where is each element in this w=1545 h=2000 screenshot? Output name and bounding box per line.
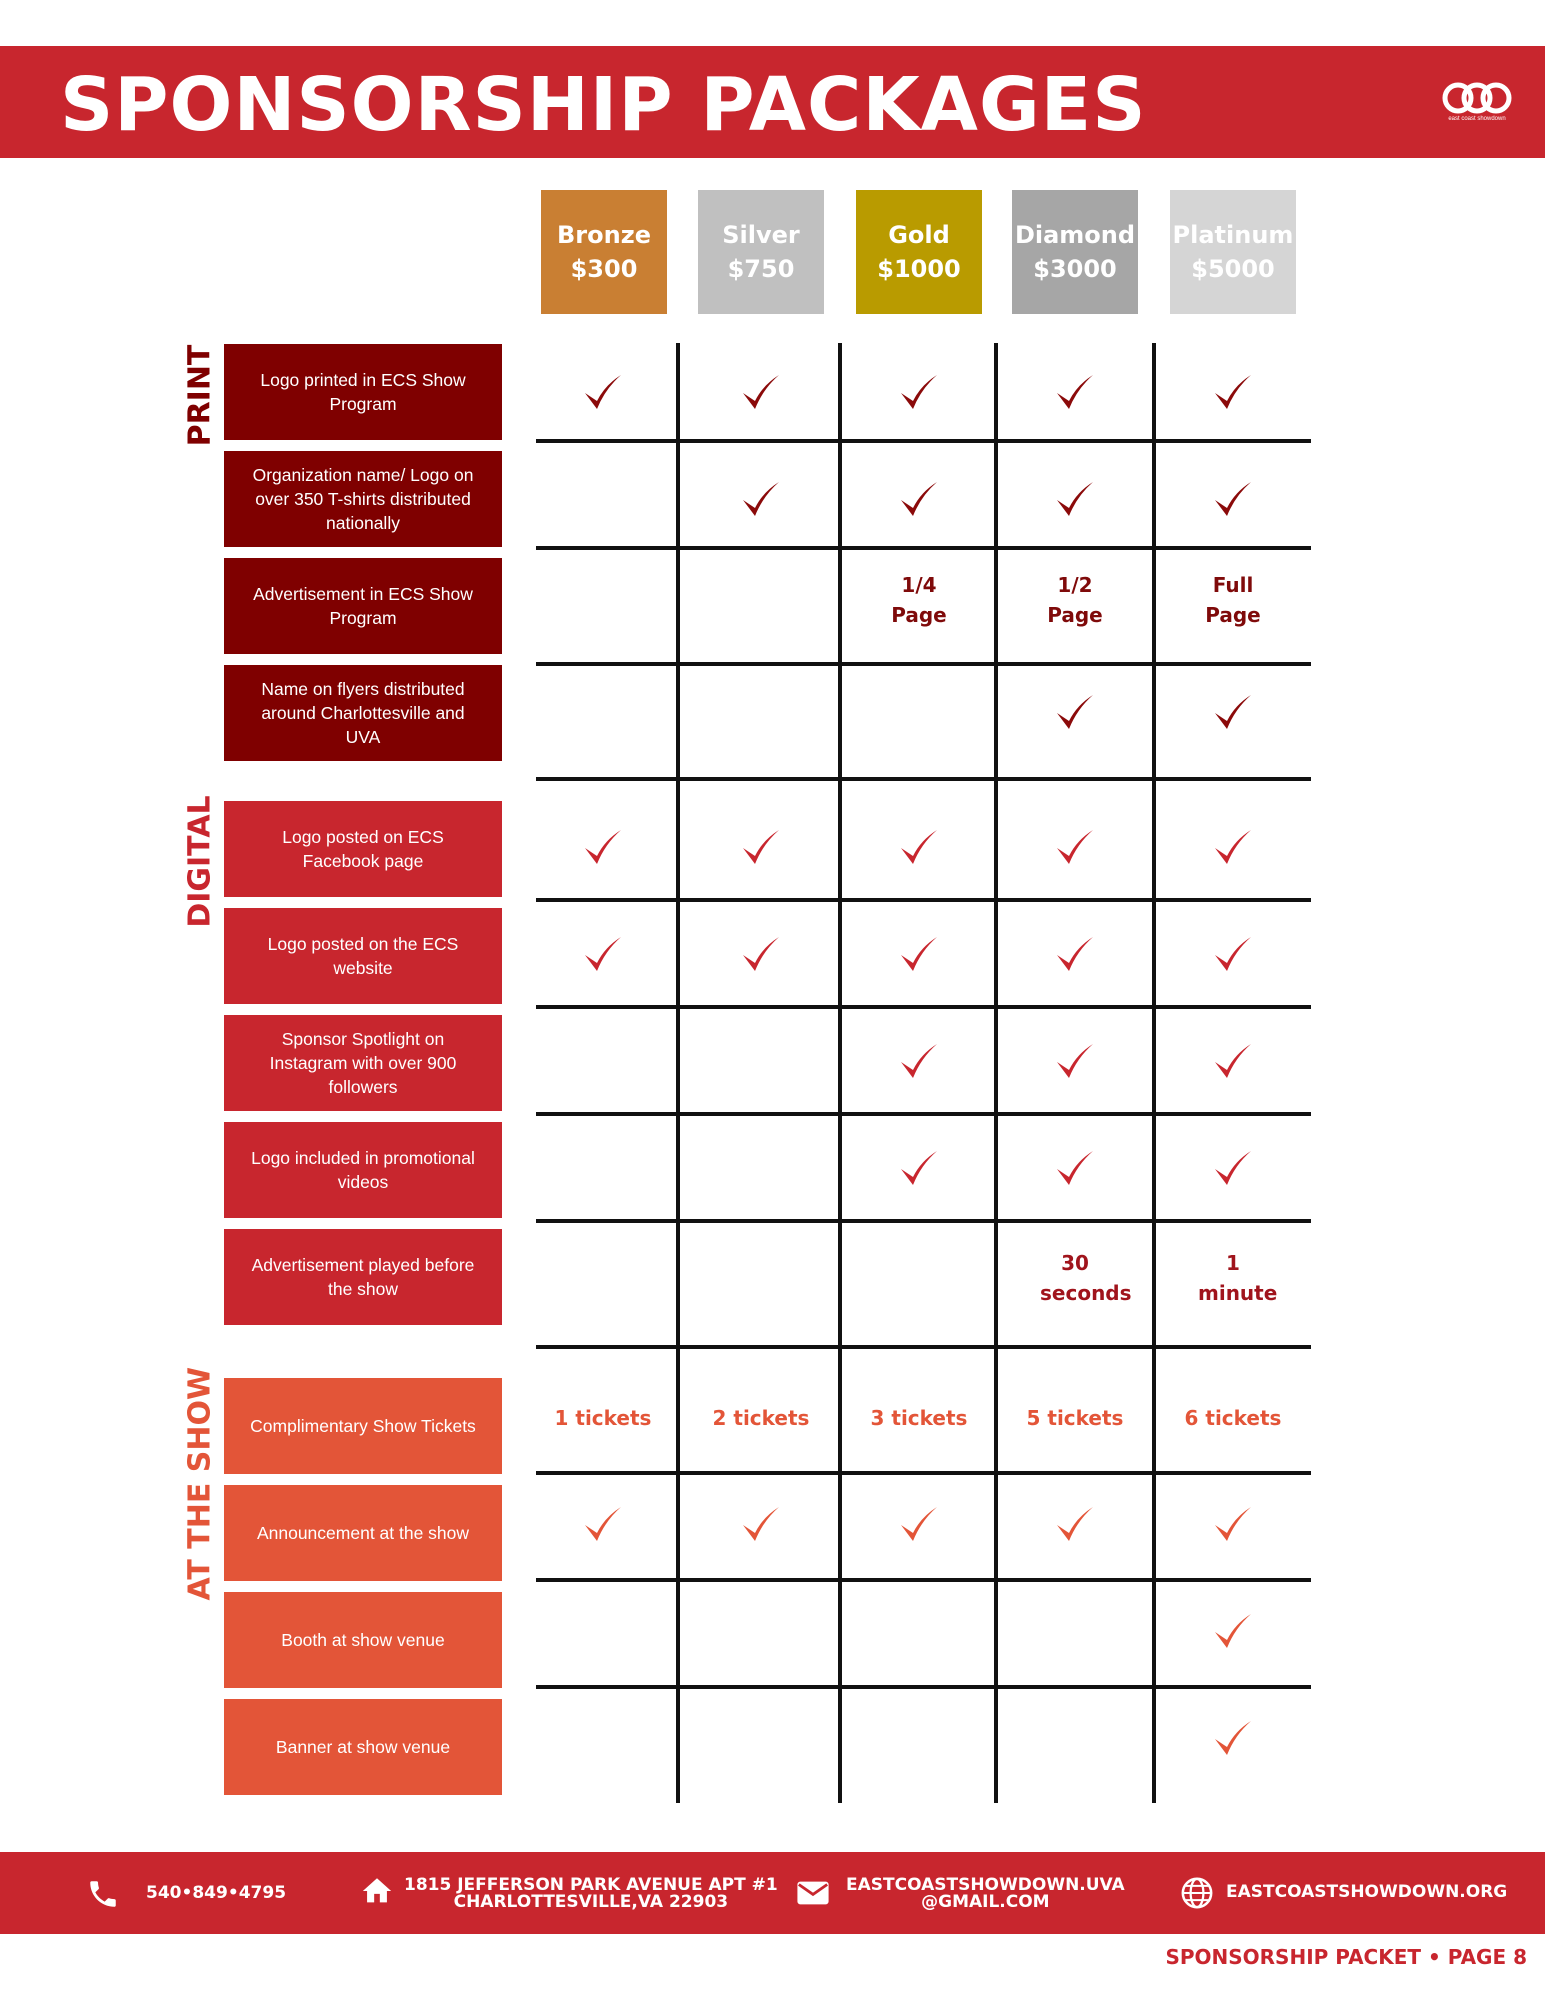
checkmark-icon bbox=[1053, 826, 1097, 870]
feature-text: Logo printed in ECS Show Program bbox=[260, 370, 466, 414]
package-cell bbox=[1000, 907, 1150, 1003]
checkmark-icon bbox=[581, 371, 625, 415]
feature-label bbox=[224, 451, 502, 547]
checkmark-icon bbox=[1053, 691, 1097, 735]
package-header-diamond bbox=[1012, 190, 1138, 314]
package-cell bbox=[844, 1014, 994, 1110]
address-line-2: CHARLOTTESVILLE,VA 22903 bbox=[453, 1892, 729, 1912]
package-cell bbox=[1000, 552, 1150, 648]
grid-column-divider bbox=[676, 343, 680, 1803]
package-cell bbox=[1000, 452, 1150, 548]
feature-text: Announcement at the show bbox=[256, 1523, 470, 1543]
package-cell bbox=[1158, 1230, 1308, 1326]
feature-text: Organization name/ Logo on over 350 T-shirts distributed nationally bbox=[252, 465, 474, 533]
checkmark-icon bbox=[581, 933, 625, 977]
package-header-bronze bbox=[541, 190, 667, 314]
footer-address[interactable] bbox=[404, 1877, 778, 1911]
checkmark-icon bbox=[1053, 1040, 1097, 1084]
feature-label bbox=[224, 1229, 502, 1325]
grid-row-divider bbox=[536, 1219, 1311, 1223]
home-icon bbox=[360, 1874, 394, 1908]
footer-phone[interactable]: 540•849•4795 bbox=[146, 1883, 287, 1903]
package-cell bbox=[1158, 1370, 1308, 1466]
checkmark-icon bbox=[739, 478, 783, 522]
checkmark-icon bbox=[897, 1503, 941, 1547]
checkmark-icon bbox=[897, 1147, 941, 1191]
package-cell bbox=[1000, 800, 1150, 896]
package-cell bbox=[844, 1370, 994, 1466]
package-cell bbox=[1158, 907, 1308, 1003]
checkmark-icon bbox=[1211, 371, 1255, 415]
grid-column-divider bbox=[994, 343, 998, 1803]
package-cell bbox=[1000, 1370, 1150, 1466]
footer-website[interactable]: EASTCOASTSHOWDOWN.ORG bbox=[1226, 1882, 1508, 1902]
checkmark-icon bbox=[897, 478, 941, 522]
page-number: SPONSORSHIP PACKET • PAGE 8 bbox=[1165, 1945, 1527, 1969]
package-cell bbox=[1158, 1014, 1308, 1110]
feature-text: Banner at show venue bbox=[275, 1737, 451, 1757]
package-cell bbox=[1000, 1477, 1150, 1573]
package-cell bbox=[1158, 1477, 1308, 1573]
checkmark-icon bbox=[739, 933, 783, 977]
grid-row-divider bbox=[536, 898, 1311, 902]
package-cell-value: 6 tickets bbox=[1184, 1406, 1282, 1430]
checkmark-icon bbox=[581, 826, 625, 870]
feature-text: Advertisement in ECS Show Program bbox=[253, 584, 473, 628]
feature-label bbox=[224, 908, 502, 1004]
package-cell bbox=[1158, 665, 1308, 761]
checkmark-icon bbox=[739, 1503, 783, 1547]
feature-text: Complimentary Show Tickets bbox=[250, 1416, 476, 1436]
feature-label bbox=[224, 1592, 502, 1688]
package-header-gold bbox=[856, 190, 982, 314]
checkmark-icon bbox=[1211, 1503, 1255, 1547]
checkmark-icon bbox=[739, 371, 783, 415]
mail-icon bbox=[796, 1878, 830, 1908]
checkmark-icon bbox=[1053, 933, 1097, 977]
package-header-platinum bbox=[1170, 190, 1296, 314]
package-cell bbox=[844, 907, 994, 1003]
package-price: $750 bbox=[727, 255, 795, 283]
package-cell bbox=[1000, 345, 1150, 441]
package-price: $3000 bbox=[1033, 255, 1117, 283]
package-cell bbox=[1158, 452, 1308, 548]
feature-text: Logo posted on the ECS website bbox=[267, 934, 459, 978]
package-name: Silver bbox=[722, 221, 800, 249]
feature-text: Sponsor Spotlight on Instagram with over 900 followers bbox=[269, 1029, 457, 1097]
grid-row-divider bbox=[536, 1578, 1311, 1582]
feature-label bbox=[224, 801, 502, 897]
package-name: Diamond bbox=[1014, 221, 1136, 249]
feature-text: Logo included in promotional videos bbox=[251, 1148, 475, 1192]
package-cell bbox=[1158, 1691, 1308, 1787]
checkmark-icon bbox=[1211, 478, 1255, 522]
checkmark-icon bbox=[739, 826, 783, 870]
package-cell bbox=[528, 345, 678, 441]
email-line-2: @GMAIL.COM bbox=[921, 1892, 1050, 1912]
checkmark-icon bbox=[1211, 691, 1255, 735]
feature-text: Name on flyers distributed around Charlottesville and UVA bbox=[261, 679, 465, 747]
checkmark-icon bbox=[897, 933, 941, 977]
package-cell bbox=[844, 800, 994, 896]
section-label-print: PRINT bbox=[182, 344, 218, 447]
checkmark-icon bbox=[1053, 1147, 1097, 1191]
package-cell bbox=[1158, 800, 1308, 896]
globe-icon bbox=[1180, 1876, 1214, 1910]
package-cell bbox=[1158, 1121, 1308, 1217]
package-cell bbox=[686, 907, 836, 1003]
checkmark-icon bbox=[897, 826, 941, 870]
package-cell bbox=[1000, 1121, 1150, 1217]
package-cell bbox=[844, 1121, 994, 1217]
package-cell bbox=[844, 1477, 994, 1573]
checkmark-icon bbox=[1211, 1610, 1255, 1654]
package-cell-value: 5 tickets bbox=[1026, 1406, 1124, 1430]
grid-row-divider bbox=[536, 1471, 1311, 1475]
email-line-1: EASTCOASTSHOWDOWN.UVA bbox=[846, 1875, 1125, 1895]
feature-label bbox=[224, 1699, 502, 1795]
package-cell-value: 2 tickets bbox=[712, 1406, 810, 1430]
grid-column-divider bbox=[838, 343, 842, 1803]
checkmark-icon bbox=[897, 1040, 941, 1084]
package-price: $300 bbox=[570, 255, 638, 283]
package-cell bbox=[1158, 552, 1308, 648]
footer-email[interactable] bbox=[846, 1877, 1125, 1911]
grid-row-divider bbox=[536, 1685, 1311, 1689]
grid-row-divider bbox=[536, 1112, 1311, 1116]
checkmark-icon bbox=[1211, 826, 1255, 870]
feature-text: Booth at show venue bbox=[281, 1630, 445, 1650]
package-cell-value: Full Page bbox=[1205, 573, 1261, 627]
package-cell-value: 30 seconds bbox=[1040, 1251, 1132, 1305]
checkmark-icon bbox=[1211, 1717, 1255, 1761]
checkmark-icon bbox=[581, 1503, 625, 1547]
checkmark-icon bbox=[1053, 1503, 1097, 1547]
checkmark-icon bbox=[897, 371, 941, 415]
package-price: $5000 bbox=[1191, 255, 1275, 283]
feature-label bbox=[224, 1378, 502, 1474]
checkmark-icon bbox=[1211, 1040, 1255, 1084]
package-cell bbox=[1000, 1230, 1150, 1326]
package-name: Gold bbox=[888, 221, 950, 249]
feature-label bbox=[224, 665, 502, 761]
checkmark-icon bbox=[1053, 478, 1097, 522]
package-cell bbox=[528, 1477, 678, 1573]
package-cell bbox=[686, 1370, 836, 1466]
package-cell bbox=[844, 552, 994, 648]
package-cell bbox=[686, 800, 836, 896]
package-price: $1000 bbox=[877, 255, 961, 283]
checkmark-icon bbox=[1211, 933, 1255, 977]
package-cell-value: 1/4 Page bbox=[891, 573, 947, 627]
package-cell bbox=[686, 345, 836, 441]
package-name: Bronze bbox=[557, 221, 651, 249]
address-line-1: 1815 JEFFERSON PARK AVENUE APT #1 bbox=[404, 1875, 778, 1895]
package-cell-value: 1 minute bbox=[1198, 1251, 1278, 1305]
package-cell bbox=[528, 907, 678, 1003]
package-cell bbox=[844, 345, 994, 441]
package-cell-value: 3 tickets bbox=[870, 1406, 968, 1430]
grid-column-divider bbox=[1152, 343, 1156, 1803]
feature-label bbox=[224, 1122, 502, 1218]
feature-text: Advertisement played before the show bbox=[251, 1255, 475, 1299]
package-cell bbox=[528, 1370, 678, 1466]
grid-row-divider bbox=[536, 1005, 1311, 1009]
checkmark-icon bbox=[1211, 1147, 1255, 1191]
page-title: SPONSORSHIP PACKAGES bbox=[60, 62, 1147, 148]
phone-icon bbox=[86, 1877, 120, 1911]
feature-label bbox=[224, 344, 502, 440]
feature-label bbox=[224, 1485, 502, 1581]
package-cell bbox=[686, 452, 836, 548]
checkmark-icon bbox=[1053, 371, 1097, 415]
package-cell-value: 1 tickets bbox=[554, 1406, 652, 1430]
package-cell bbox=[1000, 1014, 1150, 1110]
package-header-silver bbox=[698, 190, 824, 314]
grid-row-divider bbox=[536, 1345, 1311, 1349]
package-cell-value: 1/2 Page bbox=[1047, 573, 1103, 627]
package-cell bbox=[1158, 1584, 1308, 1680]
package-cell bbox=[528, 800, 678, 896]
section-label-digital: DIGITAL bbox=[182, 795, 218, 928]
package-cell bbox=[1158, 345, 1308, 441]
logo-tagline: east coast showdown bbox=[1448, 116, 1506, 122]
package-cell bbox=[686, 1477, 836, 1573]
feature-label bbox=[224, 1015, 502, 1111]
section-label-at-the-show: AT THE SHOW bbox=[182, 1366, 218, 1601]
package-cell bbox=[1000, 665, 1150, 761]
feature-label bbox=[224, 558, 502, 654]
grid-row-divider bbox=[536, 777, 1311, 781]
feature-text: Logo posted on ECS Facebook page bbox=[282, 827, 444, 871]
package-cell bbox=[844, 452, 994, 548]
package-name: Platinum bbox=[1172, 221, 1294, 249]
